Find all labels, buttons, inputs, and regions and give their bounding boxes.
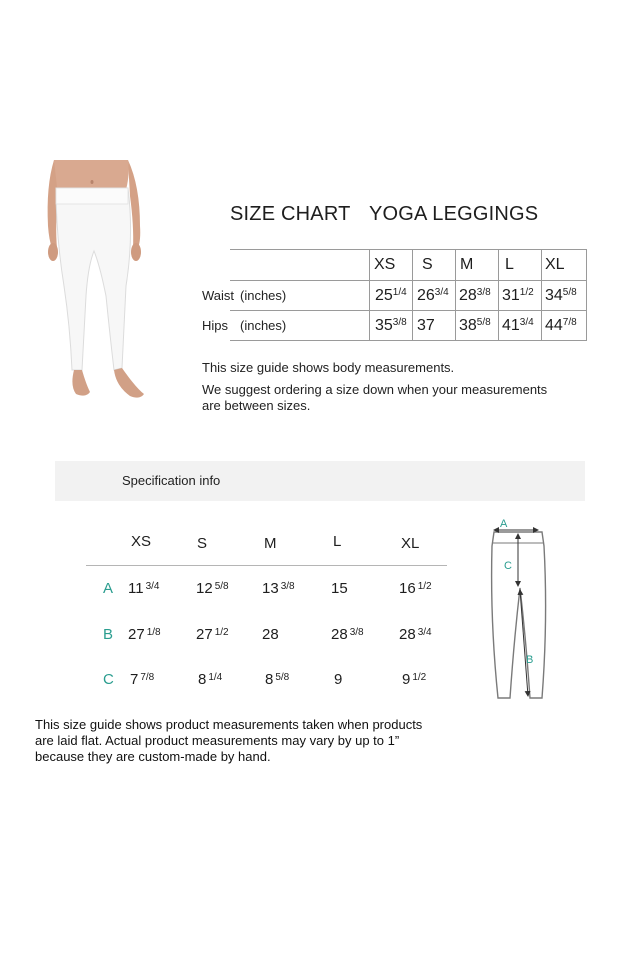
spec-c-xl: 9 $^{1/2}$ [402, 671, 427, 688]
hips-label: Hips [202, 318, 229, 333]
footer-line-2: are laid flat. Actual product measurements may vary by up to 1” [35, 733, 400, 748]
specification-bar [55, 461, 585, 501]
body-measurement-note: This size guide shows body measurements. [202, 360, 455, 375]
spec-header-m: M [264, 535, 277, 552]
spec-row-label-c: C [103, 671, 114, 688]
product-measurement-note [35, 717, 475, 765]
spec-b-xl: 28 $^{3/4}$ [399, 626, 432, 643]
size-header-l: L [505, 256, 514, 273]
spec-row-label-b: B [103, 626, 114, 643]
footer-line-3: because they are custom-made by hand. [35, 749, 271, 764]
leggings-measurement-diagram-icon [480, 510, 560, 710]
hips-s: 37 [417, 317, 435, 334]
waist-unit: (inches) [240, 288, 287, 303]
spec-header-l: L [333, 533, 342, 550]
spec-c-xs: 7 $^{7/8}$ [130, 671, 155, 688]
spec-a-s: 12 $^{5/8}$ [196, 580, 229, 597]
size-header-xl: XL [545, 256, 565, 273]
size-header-s: S [422, 256, 433, 273]
spec-header-s: S [197, 535, 208, 552]
size-down-note-line2: are between sizes. [202, 398, 311, 413]
diagram-label-b: B [526, 654, 534, 666]
size-header-xs: XS [374, 256, 396, 273]
spec-header-xs: XS [131, 533, 152, 550]
spec-a-xs: 11 $^{3/4}$ [128, 580, 160, 597]
spec-a-l: 15 [331, 580, 348, 597]
spec-a-m: 13 $^{3/8}$ [262, 580, 295, 597]
waist-xl: $34^{5/8}$ [545, 287, 577, 304]
size-down-note-line1: We suggest ordering a size down when your measurements [202, 382, 548, 397]
size-chart-title: SIZE CHART [230, 203, 351, 225]
diagram-label-c: C [504, 560, 512, 572]
footer-line-1: This size guide shows product measurements taken when products [35, 717, 423, 732]
hips-xs: $35^{3/8}$ [375, 317, 407, 334]
spec-c-m: 8 $^{5/8}$ [265, 671, 290, 688]
spec-c-l: 9 [334, 671, 343, 688]
hips-unit: (inches) [240, 318, 287, 333]
waist-m: $28^{3/8}$ [459, 287, 491, 304]
waist-label: Waist [202, 288, 235, 303]
hips-xl: $44^{7/8}$ [545, 317, 577, 334]
spec-c-s: 8 $^{1/4}$ [198, 671, 223, 688]
diagram-label-a: A [500, 518, 508, 530]
hips-l: $41^{3/4}$ [502, 317, 534, 334]
product-name: YOGA LEGGINGS [369, 203, 539, 225]
spec-header-xl: XL [401, 535, 420, 552]
spec-b-xs: 27 $^{1/8}$ [128, 626, 161, 643]
size-header-m: M [460, 256, 474, 273]
waist-l: $31^{1/2}$ [502, 287, 534, 304]
hips-m: $38^{5/8}$ [459, 317, 491, 334]
spec-header-divider [86, 565, 447, 566]
waist-s: $26^{3/4}$ [417, 287, 449, 304]
spec-b-m: 28 [262, 626, 279, 643]
model-in-white-leggings-photo [40, 156, 160, 412]
spec-b-s: 27 $^{1/2}$ [196, 626, 229, 643]
spec-b-l: 28 $^{3/8}$ [331, 626, 364, 643]
spec-row-label-a: A [103, 580, 114, 597]
waist-xs: $25^{1/4}$ [375, 287, 407, 304]
specification-title: Specification info [122, 473, 221, 488]
spec-a-xl: 16 $^{1/2}$ [399, 580, 432, 597]
